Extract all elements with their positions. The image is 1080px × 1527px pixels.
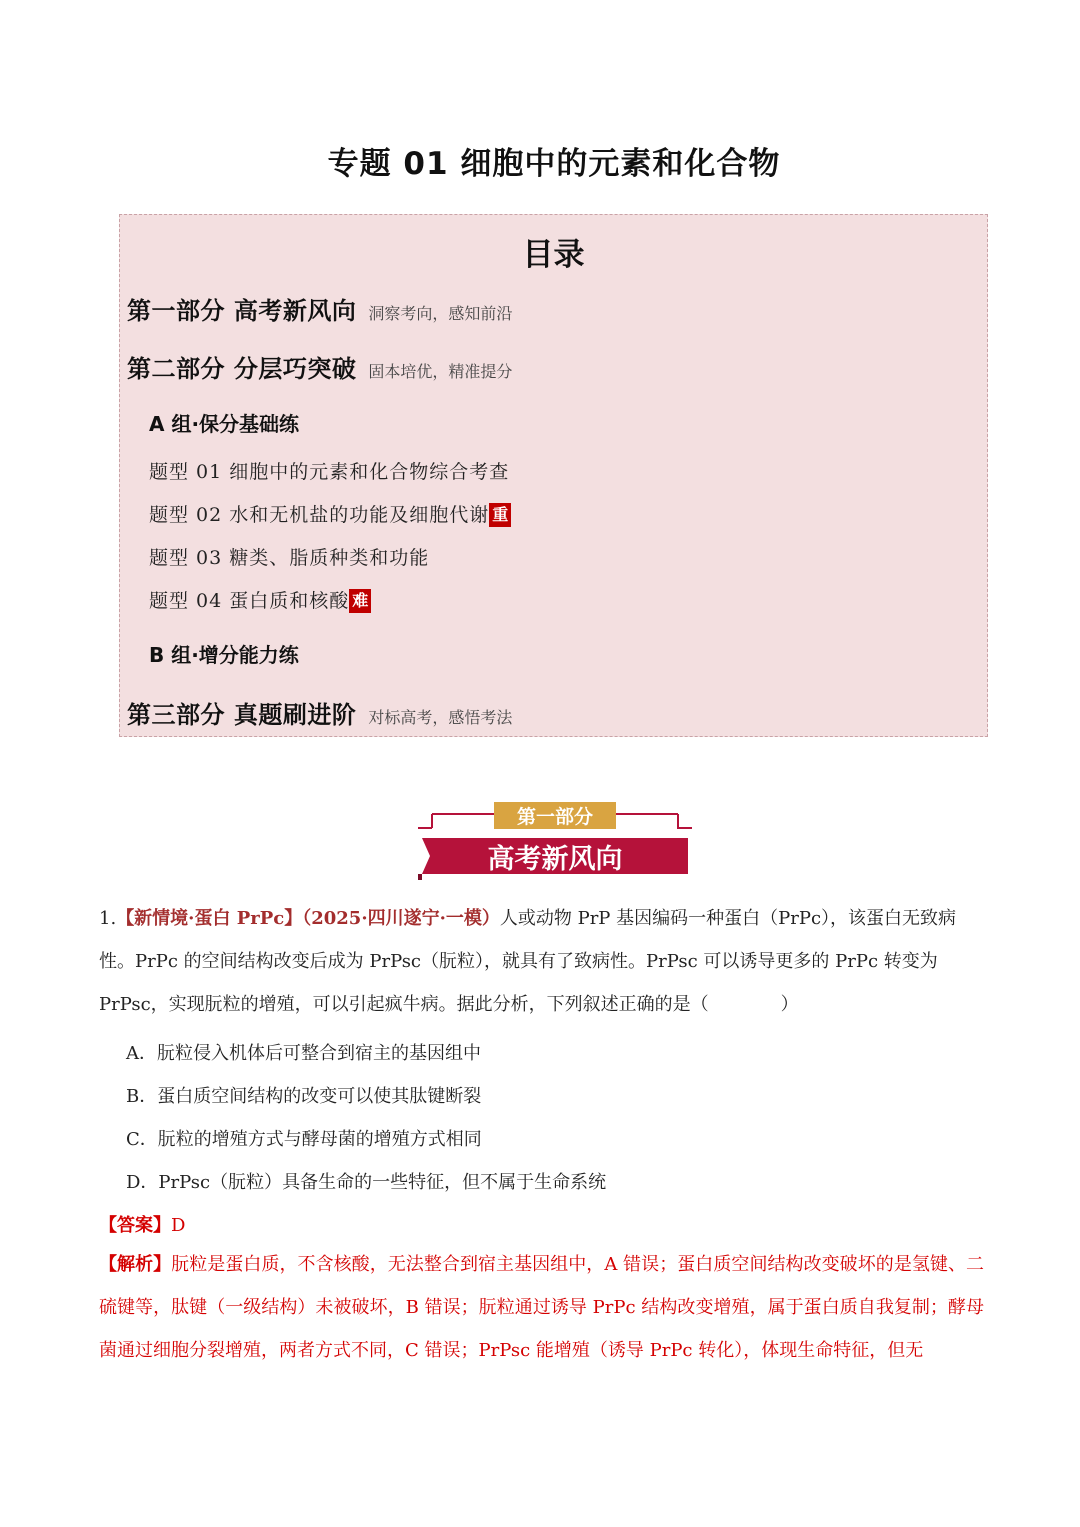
question-source: 【新情境·蛋白 PrPc】（2025·四川遂宁·一模） — [116, 908, 500, 929]
toc-group-a[interactable]: A 组·保分基础练 — [149, 412, 300, 436]
toc-part-3[interactable] — [127, 695, 512, 730]
question-number: 1. — [99, 908, 117, 929]
toc-part-desc: 固本培优，精准提分 — [368, 362, 513, 381]
toc-part-2[interactable] — [127, 349, 512, 384]
toc-group-b[interactable]: B 组·增分能力练 — [149, 643, 299, 667]
option-a[interactable]: A．朊粒侵入机体后可整合到宿主的基因组中 — [126, 1043, 481, 1064]
toc-item-text: 题型 02 水和无机盐的功能及细胞代谢 — [149, 504, 490, 526]
toc-part-desc: 洞察考向，感知前沿 — [368, 304, 513, 323]
document-title: 专题 01 细胞中的元素和化合物 — [327, 146, 781, 182]
question-text: 人或动物 PrP 基因编码一种蛋白（PrPc），该蛋白无致病性。PrPc 的空间结构改变后成为 PrPsc（朊粒），就具有了致病性。PrPsc 可以诱导更多的 PrPc 转变为 PrPsc，实现朊粒的增殖，可以引起疯牛病。据此分析，下列叙述正确的是（ ） — [99, 908, 957, 1015]
toc-item-1[interactable] — [149, 457, 509, 484]
toc-item-2[interactable] — [149, 500, 511, 527]
option-b[interactable]: B．蛋白质空间结构的改变可以使其肽键断裂 — [126, 1086, 482, 1107]
key-point-badge: 重 — [489, 503, 511, 527]
analysis-text: 朊粒是蛋白质，不含核酸，无法整合到宿主基因组中，A 错误；蛋白质空间结构改变破坏的是氢键、二硫键等，肽键（一级结构）未被破坏，B 错误；朊粒通过诱导 PrPc 结构改变增殖，属于蛋白质自我复制；酵母菌通过细胞分裂增殖，两者方式不同，C 错误；PrPsc 能增殖（诱导 PrPc 转化），体现生命特征，但无 — [99, 1254, 985, 1361]
analysis-label: 【解析】 — [99, 1254, 172, 1275]
answer-value: D — [171, 1215, 186, 1236]
analysis-block — [99, 1243, 984, 1372]
option-d[interactable]: D．PrPsc（朊粒）具备生命的一些特征，但不属于生命系统 — [126, 1172, 607, 1193]
toc-part-desc: 对标高考，感悟考法 — [368, 708, 513, 727]
table-of-contents — [119, 214, 988, 737]
toc-part-name: 第一部分 高考新风向 — [127, 297, 357, 325]
toc-item-text: 题型 04 蛋白质和核酸 — [149, 590, 350, 612]
option-c[interactable]: C．朊粒的增殖方式与酵母菌的增殖方式相同 — [126, 1129, 482, 1150]
toc-heading: 目录 — [522, 237, 585, 273]
difficult-badge: 难 — [349, 589, 371, 613]
answer-label: 【答案】 — [99, 1215, 171, 1236]
section-banner — [410, 800, 700, 884]
answer-line — [99, 1211, 185, 1237]
toc-item-4[interactable] — [149, 586, 371, 613]
toc-part-1[interactable] — [127, 291, 512, 326]
banner-big-text: 高考新风向 — [487, 844, 623, 875]
toc-item-text: 题型 01 细胞中的元素和化合物综合考查 — [149, 461, 510, 483]
toc-item-3[interactable] — [149, 543, 429, 570]
toc-part-name: 第三部分 真题刷进阶 — [127, 701, 357, 729]
toc-item-text: 题型 03 糖类、脂质种类和功能 — [149, 547, 430, 569]
toc-part-name: 第二部分 分层巧突破 — [127, 355, 357, 383]
question-stem — [99, 897, 984, 1026]
banner-small-text: 第一部分 — [516, 806, 594, 828]
